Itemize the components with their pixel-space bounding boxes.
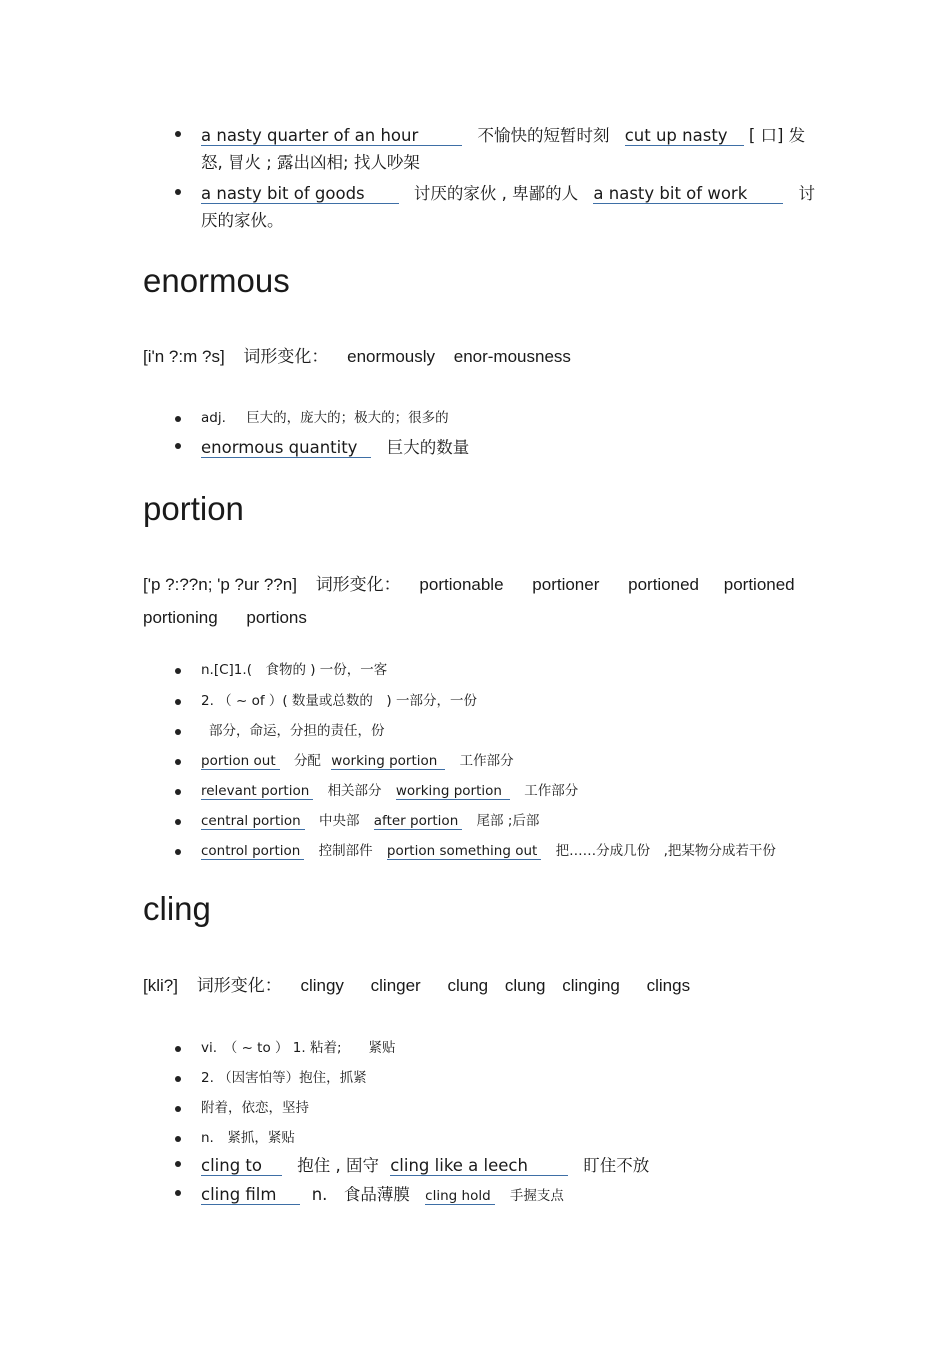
word-form: portioner	[532, 575, 600, 594]
phrase-link[interactable]: cling like a leech	[390, 1157, 568, 1176]
translation: 不愉快的短暂时刻	[477, 126, 610, 145]
entry-phonetic-line	[143, 570, 809, 595]
bullet-icon	[175, 1190, 181, 1196]
forms-label: 词形变化：	[243, 347, 329, 366]
bullet-icon	[175, 789, 181, 795]
word-form: enormously	[347, 347, 436, 366]
bullet-icon	[175, 729, 181, 735]
forms-label: 词形变化：	[315, 575, 401, 594]
entry-phonetic-line-continuation	[143, 608, 321, 628]
phrase-link[interactable]: a nasty quarter of an hour	[201, 127, 462, 146]
phrase-link[interactable]: cling hold	[425, 1189, 494, 1205]
translation: 控制部件	[318, 843, 373, 859]
word-form: clung	[504, 976, 546, 995]
translation: 相关部分	[327, 783, 382, 799]
phrase-link[interactable]: after portion	[374, 814, 462, 830]
translation: 分配	[293, 753, 321, 769]
translation: 抱住 , 固守	[297, 1156, 379, 1175]
translation: 把……分成几份 ,把某物分成若干份	[555, 843, 776, 859]
definition: n.[C]1.( 食物的 ) 一份，一客	[201, 662, 388, 678]
phrase-link[interactable]: portion out	[201, 754, 280, 770]
bullet-icon	[175, 1136, 181, 1142]
entry-headword: cling	[143, 890, 211, 927]
definition: 2. （ ~ of ）( 数量或总数的 ) 一部分，一份	[201, 693, 477, 709]
phrase-link[interactable]: portion something out	[387, 844, 541, 860]
definition: n. 紧抓，紧贴	[201, 1130, 295, 1146]
phrase-link[interactable]: cling to	[201, 1157, 282, 1176]
word-form: portioned	[723, 575, 795, 594]
bullet-icon	[175, 759, 181, 765]
word-form: enor-mousness	[453, 347, 571, 366]
forms-label: 词形变化：	[196, 976, 282, 995]
phrase-link[interactable]: central portion	[201, 814, 305, 830]
word-form: clingy	[300, 976, 344, 995]
translation: [ 口] 发	[748, 126, 806, 145]
bullet-icon	[175, 131, 181, 137]
bullet-icon	[175, 1161, 181, 1167]
bullet-icon	[175, 416, 181, 422]
bullet-icon	[175, 189, 181, 195]
translation: 巨大的数量	[386, 438, 470, 457]
part-of-speech: adj.	[201, 410, 226, 426]
word-form: clinger	[370, 976, 421, 995]
translation: 讨	[798, 184, 816, 203]
word-form: portionable	[419, 575, 504, 594]
phrase-link[interactable]: enormous quantity	[201, 439, 371, 458]
word-form: portioned	[628, 575, 700, 594]
phrase-link[interactable]: cut up nasty	[625, 127, 744, 146]
word-form: portioning	[143, 608, 218, 627]
entry-headword: portion	[143, 490, 244, 527]
translation: 盯住不放	[583, 1156, 650, 1175]
phrase-link[interactable]: working portion	[331, 754, 445, 770]
phonetic: ['p ?:??n; 'p ?ur ??n]	[143, 575, 297, 594]
definition: 附着，依恋，坚持	[201, 1100, 309, 1116]
phrase-link[interactable]: working portion	[396, 784, 510, 800]
translation: 工作部分	[459, 753, 514, 769]
bullet-icon	[175, 443, 181, 449]
phonetic: [i'n ?:m ?s]	[143, 347, 225, 366]
translation: 讨厌的家伙 , 卑鄙的人	[413, 184, 579, 203]
entry-phonetic-line	[143, 971, 704, 996]
bullet-icon	[175, 1046, 181, 1052]
bullet-icon	[175, 1076, 181, 1082]
phrase-link[interactable]: a nasty bit of goods	[201, 185, 399, 204]
bullet-icon	[175, 849, 181, 855]
word-form: clings	[646, 976, 691, 995]
definition: 部分，命运，分担的责任，份	[209, 723, 385, 739]
bullet-icon	[175, 819, 181, 825]
definition: 巨大的，庞大的；极大的；很多的	[246, 410, 449, 426]
translation: 工作部分	[524, 783, 579, 799]
phrase-link[interactable]: cling film	[201, 1186, 300, 1205]
translation: 怒, 冒火 ; 露出凶相; 找人吵架	[201, 153, 420, 172]
entry-headword: enormous	[143, 262, 290, 299]
entry-phonetic-line	[143, 342, 585, 367]
word-form: clinging	[562, 976, 620, 995]
translation: 中央部	[318, 813, 360, 829]
bullet-icon	[175, 668, 181, 674]
phrase-link[interactable]: relevant portion	[201, 784, 313, 800]
word-form: clung	[447, 976, 489, 995]
phonetic: [kli?]	[143, 976, 178, 995]
translation: 厌的家伙。	[201, 211, 284, 230]
definition: vi. （ ~ to ） 1. 粘着; 紧贴	[201, 1040, 396, 1056]
phrase-link[interactable]: control portion	[201, 844, 304, 860]
translation: 手握支点	[509, 1188, 564, 1204]
translation: n. 食品薄膜	[311, 1185, 410, 1204]
word-form: portions	[246, 608, 307, 627]
bullet-icon	[175, 699, 181, 705]
bullet-icon	[175, 1106, 181, 1112]
definition: 2. （因害怕等）抱住，抓紧	[201, 1070, 367, 1086]
translation: 尾部 ;后部	[476, 813, 540, 829]
phrase-link[interactable]: a nasty bit of work	[593, 185, 783, 204]
